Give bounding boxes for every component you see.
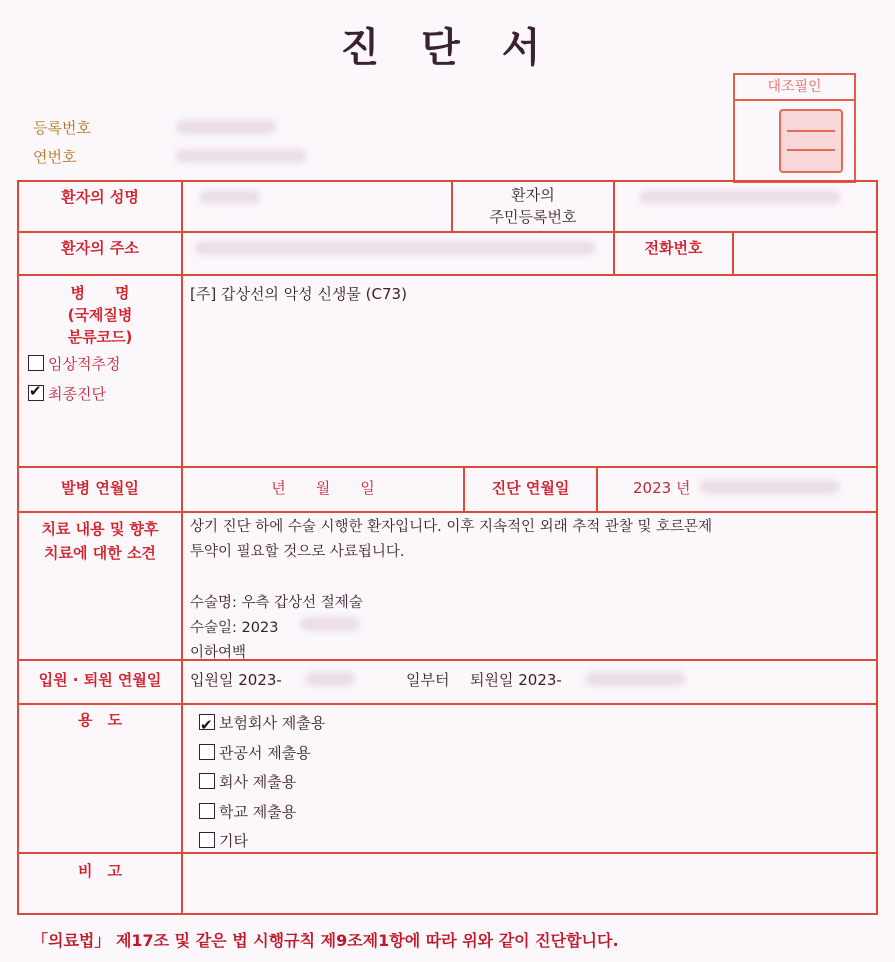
purpose-checkbox[interactable] bbox=[199, 714, 215, 730]
admission-from: 일부터 bbox=[406, 671, 450, 689]
final-diagnosis-option[interactable] bbox=[28, 383, 106, 404]
legal-statement: 「의료법」 제17조 및 같은 법 시행규칙 제9조제1항에 따라 위와 같이 진단합니다. bbox=[32, 931, 619, 950]
surgery-date: 수술일: 2023 bbox=[190, 620, 279, 636]
purpose-option-government[interactable] bbox=[199, 739, 325, 769]
treatment-opinion bbox=[190, 515, 870, 666]
patient-id-label-line-2: 주민등록번호 bbox=[489, 208, 577, 226]
purpose-options bbox=[199, 709, 325, 857]
diagnosis-label bbox=[19, 282, 181, 348]
redacted-patient-id bbox=[640, 190, 840, 204]
diagnosis-date-label: 진단 연월일 bbox=[491, 479, 570, 497]
purpose-option-company[interactable] bbox=[199, 768, 325, 798]
diagnosis-label-line-2: (국제질병 bbox=[67, 306, 133, 324]
document-title: 진 단 서 bbox=[340, 25, 555, 71]
verification-stamp-box bbox=[733, 73, 856, 183]
treatment-line-1: 상기 진단 하에 수술 시행한 환자입니다. 이후 지속적인 외래 추적 관찰 및 호르몬제 bbox=[190, 519, 713, 535]
blank-below-note: 이하여백 bbox=[190, 645, 247, 661]
admission-label: 입원 · 퇴원 연월일 bbox=[38, 671, 162, 689]
purpose-option-text: 보험회사 제출용 bbox=[219, 714, 326, 732]
diagnosis-value: [주] 갑상선의 악성 신생물 (C73) bbox=[190, 285, 407, 303]
purpose-checkbox[interactable] bbox=[199, 832, 215, 848]
purpose-checkbox[interactable] bbox=[199, 773, 215, 789]
diagnosis-label-line-1: 병 명 bbox=[70, 284, 130, 302]
redacted-admission-date bbox=[305, 672, 355, 686]
purpose-option-text: 기타 bbox=[219, 832, 248, 850]
admission-date: 입원일 2023- bbox=[190, 671, 282, 689]
redacted-surgery-date bbox=[300, 617, 360, 631]
clinical-estimate-checkbox[interactable] bbox=[28, 355, 44, 371]
purpose-checkbox[interactable] bbox=[199, 803, 215, 819]
serial-number-label: 연번호 bbox=[33, 148, 77, 166]
verification-stamp-label: 대조필인 bbox=[735, 75, 854, 101]
purpose-option-text: 관공서 제출용 bbox=[219, 743, 311, 762]
treatment-label-line-2: 치료에 대한 소견 bbox=[44, 544, 156, 562]
redacted-registration-number bbox=[176, 120, 276, 134]
discharge-date: 퇴원일 2023- bbox=[470, 671, 562, 689]
patient-name-label: 환자의 성명 bbox=[61, 188, 139, 206]
purpose-option-insurance[interactable] bbox=[199, 709, 325, 739]
redacted-patient-name bbox=[200, 190, 260, 204]
phone-label: 전화번호 bbox=[644, 239, 703, 257]
purpose-option-text: 학교 제출용 bbox=[219, 802, 297, 821]
redacted-discharge-date bbox=[585, 672, 685, 686]
registration-number-label: 등록번호 bbox=[33, 119, 91, 137]
purpose-checkbox[interactable] bbox=[199, 744, 215, 760]
redacted-diagnosis-date bbox=[700, 480, 840, 494]
purpose-option-school[interactable] bbox=[199, 798, 325, 828]
treatment-label-line-1: 치료 내용 및 향후 bbox=[41, 520, 159, 538]
remarks-label: 비 고 bbox=[78, 862, 122, 880]
onset-date-value: 년 월 일 bbox=[271, 479, 375, 497]
diagnosis-label-line-3: 분류코드) bbox=[67, 328, 133, 346]
redacted-serial-number bbox=[176, 149, 306, 163]
purpose-option-text: 회사 제출용 bbox=[219, 773, 297, 791]
redacted-patient-address bbox=[195, 241, 595, 255]
treatment-line-2: 투약이 필요할 것으로 사료됩니다. bbox=[190, 544, 405, 560]
final-diagnosis-checkbox[interactable] bbox=[28, 385, 44, 401]
clinical-estimate-text: 임상적추정 bbox=[48, 355, 121, 373]
diagnosis-date-value: 2023 년 bbox=[633, 479, 691, 497]
treatment-label bbox=[19, 517, 181, 565]
clinical-estimate-option[interactable] bbox=[28, 353, 120, 374]
purpose-label: 용 도 bbox=[78, 711, 122, 729]
patient-id-label bbox=[453, 184, 613, 228]
final-diagnosis-text: 최종진단 bbox=[48, 385, 106, 403]
surgery-name: 수술명: 우측 갑상선 절제술 bbox=[190, 595, 363, 611]
patient-id-label-line-1: 환자의 bbox=[511, 186, 555, 204]
patient-address-label: 환자의 주소 bbox=[61, 239, 139, 257]
purpose-option-other[interactable] bbox=[199, 827, 325, 857]
onset-date-label: 발병 연월일 bbox=[61, 479, 139, 497]
seal-icon bbox=[779, 109, 843, 173]
